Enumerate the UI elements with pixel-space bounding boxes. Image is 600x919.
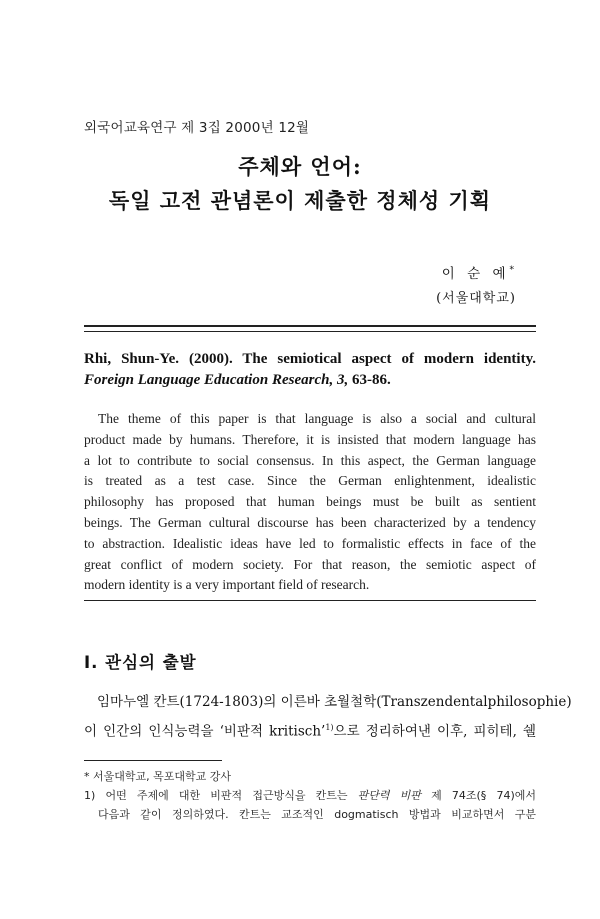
citation-journal: Foreign Language Education Research, 3,: [84, 372, 349, 388]
author-name-text: 이 순 예: [441, 266, 510, 282]
abstract: [84, 409, 536, 596]
footnotes: [84, 767, 536, 824]
author-affiliation: (서울대학교): [436, 291, 516, 306]
footnote-affiliation: * 서울대학교, 목포대학교 강사: [84, 770, 231, 783]
footnote-text: 제 74조(§ 74)에서: [420, 789, 536, 802]
abstract-line: The theme of this paper is that language is also a social and cultural: [98, 411, 536, 426]
footnote-divider: [84, 760, 222, 761]
abstract-line: modern identity is a very important field of research.: [84, 577, 370, 593]
author-name: [442, 262, 514, 282]
abstract-line: a lot to contribute to social consensus. In this aspect, the German language: [84, 452, 536, 468]
paper-title-line-2: 독일 고전 관념론이 제출한 정체성 기획: [108, 188, 492, 213]
citation-pages: 63-86.: [348, 372, 391, 388]
abstract-line: philosophy has proposed that human beings must be built as sentient: [84, 494, 536, 510]
citation-block: [84, 349, 536, 391]
abstract-divider: [84, 600, 536, 601]
journal-header: 외국어교육연구 제 3집 2000년 12월: [84, 120, 310, 136]
header-divider: [84, 325, 536, 332]
abstract-line: is treated as a test case. Since the German enlightenment, idealistic: [84, 473, 536, 489]
body-line: [84, 715, 536, 745]
abstract-line: beings. The German cultural discourse has been characterized by a tendency: [84, 514, 536, 530]
body-line-text: 으로 정리하여낸 이후, 피히테, 쉘: [333, 723, 536, 740]
citation-line-1: Rhi, Shun-Ye. (2000). The semiotical aspect of modern identity.: [84, 351, 536, 367]
body-line: 임마누엘 칸트(1724-1803)의 이른바 초월철학(Transzendentalphilosophie): [97, 694, 572, 710]
abstract-line: product made by humans. Therefore, it is insisted that modern language has: [84, 431, 536, 447]
author-footnote-mark: *: [509, 265, 514, 276]
section-heading: I. 관심의 출발: [84, 653, 197, 672]
body-text: [84, 690, 572, 745]
abstract-line: to abstraction. Idealistic ideas have led to formalistic effects in face of the: [84, 535, 536, 551]
paper-title-line-1: 주체와 언어:: [238, 154, 362, 179]
footnote-text: 1) 어떤 주제에 대한 비판적 접근방식을 칸트는: [84, 789, 358, 802]
abstract-line: great conflict of modern society. For that reason, the semiotic aspect of: [84, 556, 536, 572]
body-line-text: 이 인간의 인식능력을 ‘비판적 kritisch’: [84, 723, 326, 740]
footnote-1-line-1: [84, 786, 536, 805]
footnote-book-title: 판단력 비판: [357, 789, 421, 802]
footnote-1-line-2: 다음과 같이 정의하였다. 칸트는 교조적인 dogmatisch 방법과 비교하면서 구분: [98, 808, 536, 821]
citation-line-2: [84, 372, 391, 388]
footnote-ref: 1): [325, 723, 334, 732]
